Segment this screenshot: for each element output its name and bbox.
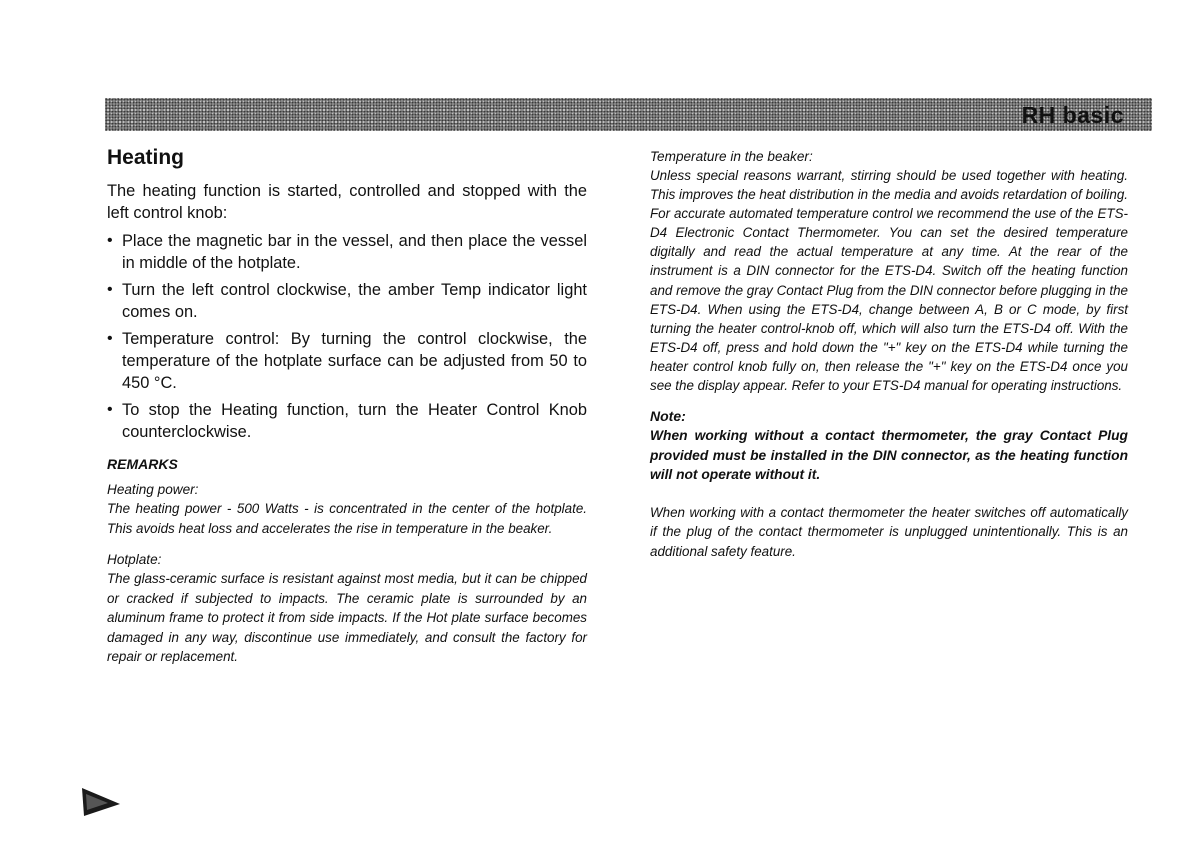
list-item-text: Turn the left control clockwise, the amber Temp indicator light comes on. — [122, 281, 587, 321]
heating-power-text: The heating power - 500 Watts - is concentrated in the center of the hotplate. This avoids heat loss and accelerates the rise in temperature in the beaker. — [107, 501, 587, 536]
list-item-text: To stop the Heating function, turn the Heater Control Knob counterclockwise. — [122, 401, 587, 441]
safety-text: When working with a contact thermometer the heater switches off automatically if the plug of the contact thermometer is unplugged unintentionally. This is an additional safety feature. — [650, 504, 1128, 559]
remarks-heading: REMARKS — [107, 456, 178, 472]
list-item — [107, 230, 587, 274]
note-text: When working without a contact thermometer, the gray Contact Plug provided must be installed in the DIN connector, as the heating function will not operate without it. — [650, 428, 1128, 483]
bullet-icon: • — [107, 330, 113, 347]
left-column — [107, 146, 587, 667]
header-brand: RH basic — [1021, 102, 1124, 128]
page-title: Heating — [107, 146, 185, 169]
bullet-icon: • — [107, 401, 113, 418]
intro-paragraph: The heating function is started, controlled and stopped with the left control knob: — [107, 182, 587, 222]
bullet-icon: • — [107, 281, 113, 298]
temperature-label: Temperature in the beaker: — [650, 149, 813, 164]
note-label: Note: — [650, 408, 686, 425]
list-item — [107, 279, 587, 323]
hotplate-label: Hotplate: — [107, 552, 162, 567]
list-item — [107, 328, 587, 394]
heating-power-label: Heating power: — [107, 482, 199, 497]
bullet-list — [107, 230, 587, 443]
hotplate-text: The glass-ceramic surface is resistant against most media, but it can be chipped or cracked if subjected to impacts. The ceramic plate is surrounded by an aluminum frame to protect it from side impacts. If the Hot plate surface becomes damaged in any way, discontinue use immediately, and consult the factory for repair or replacement. — [107, 571, 587, 664]
list-item-text: Place the magnetic bar in the vessel, and then place the vessel in middle of the hotplate. — [122, 232, 587, 272]
temperature-text: Unless special reasons warrant, stirring should be used together with heating. This improves the heat distribution in the media and avoids retardation of boiling. For accurate automated temperature control we recommend the use of the ETS-D4 Electronic Contact Thermometer. You can set the desired temperature digitally and read the actual temperature at any time. At the rear of the instrument is a DIN connector for the ETS-D4. Switch off the heating function and remove the gray Contact Plug from the DIN connector before plugging in the ETS-D4. When using the ETS-D4, change between A, B or C mode, by first turning the heater control-knob off, which will also turn the ETS-D4 off. With the ETS-D4 off, press and hold down the "+" key on the ETS-D4 while turning the heater control knob fully on, then release the "+" key on the ETS-D4 once you see the display appear. Refer to your ETS-D4 manual for operating instructions. — [650, 168, 1128, 394]
header-bar — [105, 98, 1152, 131]
bullet-icon: • — [107, 232, 113, 249]
right-column — [650, 147, 1128, 561]
list-item-text: Temperature control: By turning the control clockwise, the temperature of the hotplate surface can be adjusted from 50 to 450 °C. — [122, 330, 587, 392]
arrow-right-icon[interactable] — [80, 786, 122, 818]
list-item — [107, 399, 587, 443]
